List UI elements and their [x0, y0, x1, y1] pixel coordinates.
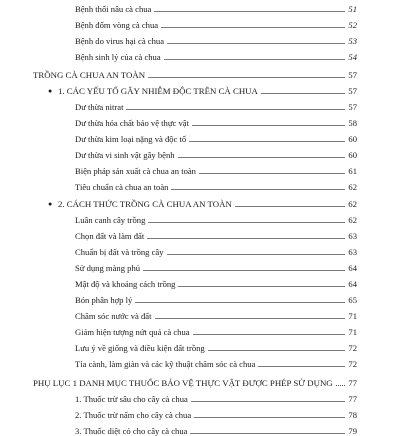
toc-leader — [178, 156, 346, 158]
toc-section — [33, 64, 357, 80]
toc-entry-title: Dư thừa vi sinh vật gây bệnh — [75, 150, 175, 160]
toc-entry-title: 3. Thuốc diệt cỏ cho cây cà chua — [75, 426, 188, 436]
toc-leader — [258, 365, 345, 367]
toc-entry-page: 65 — [348, 295, 357, 305]
toc-entry-page: 60 — [348, 150, 357, 160]
toc-entry-title: 2. Thuốc trừ nấm cho cây cà chua — [75, 410, 192, 420]
toc-leader — [135, 301, 345, 303]
toc-leader — [167, 42, 345, 44]
toc-leader — [147, 237, 345, 239]
toc-entry-title: Tỉa cành, làm giàn và các kỹ thuật chăm sóc cà chua — [75, 359, 256, 369]
toc-entry — [75, 353, 357, 369]
toc-entry-page: 78 — [348, 410, 357, 420]
toc-entry-title: Giảm hiện tượng nứt quả cà chua — [75, 327, 190, 337]
toc-entry — [75, 420, 357, 436]
toc-leader — [167, 253, 346, 255]
toc-entry-title: Bệnh đốm vòng cà chua — [75, 20, 159, 30]
toc-entry — [75, 289, 357, 305]
bullet-icon: ● — [48, 87, 53, 95]
toc-entry — [75, 0, 357, 14]
toc-leader — [148, 221, 345, 223]
toc-leader — [199, 172, 345, 174]
toc-leader — [190, 432, 345, 434]
toc-subsection — [48, 193, 357, 209]
toc-entry-page: 79 — [348, 426, 357, 436]
toc-entry-page: 54 — [348, 52, 357, 62]
toc-entry — [75, 337, 357, 353]
toc-entry — [75, 321, 357, 337]
toc-entry-page: 64 — [348, 263, 357, 273]
toc-leader — [208, 349, 346, 351]
bullet-icon: ● — [48, 200, 53, 208]
toc-entry-page: 72 — [348, 343, 357, 353]
toc-entry-title: Sử dụng màng phủ — [75, 263, 141, 273]
toc-leader — [235, 205, 345, 207]
toc-entry — [75, 14, 357, 30]
toc-entry-title: 1. Thuốc trừ sâu cho cây cà chua — [75, 394, 188, 404]
toc-section-page: 57 — [348, 70, 357, 80]
toc-leader — [178, 285, 345, 287]
toc-entry-title: Dư thừa nitrat — [75, 102, 124, 112]
toc-subsection-title: 2. CÁCH THỨC TRỒNG CÀ CHUA AN TOÀN — [58, 199, 232, 209]
toc-entry — [75, 96, 357, 112]
toc-entry — [75, 209, 357, 225]
toc-entry-title: Dư thừa kim loại nặng và độc tố — [75, 134, 187, 144]
toc-entry-page: 62 — [348, 215, 357, 225]
toc-entry-page: 61 — [348, 166, 357, 176]
toc-subsection — [48, 80, 357, 96]
toc-entry-page: 72 — [348, 359, 357, 369]
toc-leader — [191, 400, 346, 402]
toc-entry-title: Tiêu chuẩn cà chua an toàn — [75, 182, 169, 192]
toc-section-title: PHỤ LỤC 1 DANH MỤC THUỐC BẢO VỆ THỰC VẬT ĐƯỢC PHÉP SỬ DỤNG — [33, 378, 333, 388]
toc-entry — [75, 112, 357, 128]
toc-entry-page: 77 — [348, 394, 357, 404]
toc-entry — [75, 305, 357, 321]
toc-leader — [154, 10, 345, 12]
toc-entry-title: Dư thừa hóa chất bảo vệ thực vật — [75, 118, 189, 128]
toc-subsection-title: 1. CÁC YẾU TỐ GÂY NHIỄM ĐỘC TRÊN CÀ CHUA — [58, 86, 258, 96]
toc-entry-title: Chăm sóc nước và đất — [75, 311, 152, 321]
toc-entry-title: Biện pháp sản xuất cà chua an toàn — [75, 166, 196, 176]
toc-entry-title: Bệnh sinh lý của cà chua — [75, 52, 161, 62]
toc-entry-page: 71 — [348, 311, 357, 321]
toc-section-title: TRỒNG CÀ CHUA AN TOÀN — [33, 70, 146, 80]
toc-entry — [75, 176, 357, 192]
toc-entry — [75, 273, 357, 289]
toc-leader — [194, 416, 345, 418]
toc-entry-page: 53 — [348, 36, 357, 46]
toc-entry-page: 64 — [348, 279, 357, 289]
toc-entry — [75, 241, 357, 257]
toc-entry — [75, 30, 357, 46]
toc-leader — [192, 124, 345, 126]
toc-entry — [75, 160, 357, 176]
toc-leader — [189, 140, 345, 142]
toc-leader — [148, 76, 345, 78]
toc-leader — [126, 108, 345, 110]
toc-leader — [171, 188, 345, 190]
toc-leader — [193, 333, 346, 335]
toc-entry — [75, 144, 357, 160]
toc-entry — [75, 128, 357, 144]
toc-entry — [75, 225, 357, 241]
toc-entry-title: Mật độ và khoảng cách trồng — [75, 279, 176, 289]
toc-entry-page: 63 — [348, 231, 357, 241]
toc-entry-page: 60 — [348, 134, 357, 144]
toc-entry-page: 51 — [348, 4, 357, 14]
toc-entry — [75, 257, 357, 273]
toc-entry-page: 52 — [348, 20, 357, 30]
toc-entry-title: Bón phân hợp lý — [75, 295, 133, 305]
toc-entry-title: Bệnh do virus hại cà chua — [75, 36, 165, 46]
toc-entry-title: Bệnh thối nâu cà chua — [75, 4, 152, 14]
toc-subsection-page: 62 — [348, 199, 357, 209]
toc-entry-page: 62 — [348, 182, 357, 192]
toc-entry-page: 57 — [348, 102, 357, 112]
toc-leader — [161, 26, 345, 28]
toc-leader — [143, 269, 345, 271]
toc-section-page: 77 — [348, 378, 357, 388]
toc-entry-title: Chọn đất và làm đất — [75, 231, 145, 241]
toc-entry — [75, 404, 357, 420]
toc-entry-page: 58 — [348, 118, 357, 128]
toc-entry-title: Luân canh cây trồng — [75, 215, 146, 225]
toc-entry — [75, 388, 357, 404]
toc-subsection-page: 57 — [348, 86, 357, 96]
toc-entry-title: Chuẩn bị đất và trồng cây — [75, 247, 164, 257]
toc-entry-title: Lưu ý về giống và điều kiện đất trồng — [75, 343, 205, 353]
toc-section — [33, 372, 357, 388]
toc-leader — [261, 92, 345, 94]
toc-entry-page: 71 — [348, 327, 357, 337]
toc-entry-page: 63 — [348, 247, 357, 257]
toc-leader — [164, 58, 346, 60]
toc-entry — [75, 46, 357, 62]
toc-leader — [155, 317, 346, 319]
toc-leader — [336, 384, 346, 386]
